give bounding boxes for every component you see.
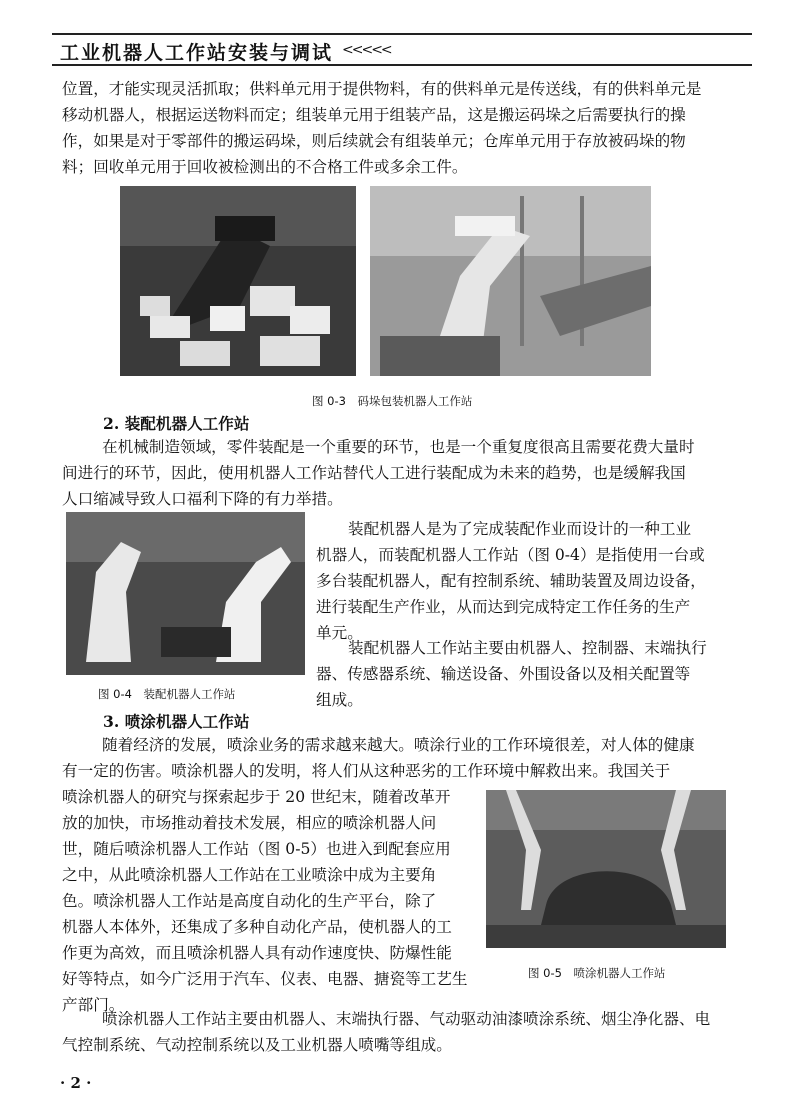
text-line: 多台装配机器人，配有控制系统、辅助装置及周边设备， [316, 572, 706, 590]
text-line: 作更为高效，而且喷涂机器人具有动作速度快、防爆性能 [62, 944, 452, 962]
figure-0-3-caption: 图 0-3 码垛包装机器人工作站 [312, 394, 473, 408]
assembly-robot-photo [66, 512, 305, 675]
text-line: 随着经济的发展，喷涂业务的需求越来越大。喷涂行业的工作环境很差，对人体的健康 [102, 736, 695, 754]
running-header [52, 33, 752, 67]
text-line: 单元。 [316, 624, 363, 642]
header-chevrons-icon: <<<<< [342, 42, 391, 58]
text-line: 气控制系统、气动控制系统以及工业机器人喷嘴等组成。 [62, 1036, 452, 1054]
text-line: 好等特点，如今广泛用于汽车、仪表、电器、搪瓷等工艺生 [62, 970, 468, 988]
text-line: 组成。 [316, 691, 363, 709]
text-line: 料；回收单元用于回收被检测出的不合格工件或多余工件。 [62, 158, 468, 176]
section-2-paragraph-1 [62, 434, 734, 512]
palletizing-robot-photo-left [120, 186, 356, 376]
text-line: 有一定的伤害。喷涂机器人的发明，将人们从这种恶劣的工作环境中解救出来。我国关于 [62, 762, 671, 780]
section-2-paragraph-3 [316, 635, 734, 713]
text-line: 人口缩减导致人口福利下降的有力举措。 [62, 490, 343, 508]
intro-paragraph [62, 76, 734, 180]
figure-0-5-caption: 图 0-5 喷涂机器人工作站 [528, 966, 666, 980]
text-line: 色。喷涂机器人工作站是高度自动化的生产平台，除了 [62, 892, 437, 910]
painting-robot-photo [486, 790, 726, 948]
text-line: 间进行的环节，因此，使用机器人工作站替代人工进行装配成为未来的趋势，也是缓解我国 [62, 464, 686, 482]
text-line: 装配机器人是为了完成装配作业而设计的一种工业 [348, 520, 692, 538]
text-line: 器、传感器系统、输送设备、外围设备以及相关配置等 [316, 665, 691, 683]
text-line: 放的加快，市场推动着技术发展，相应的喷涂机器人问 [62, 814, 437, 832]
text-line: 进行装配生产作业，从而达到完成特定工作任务的生产 [316, 598, 691, 616]
section-3-heading: 3. 喷涂机器人工作站 [103, 712, 250, 731]
section-3-paragraph-1-continued [62, 784, 476, 1018]
text-line: 喷涂机器人工作站主要由机器人、末端执行器、气动驱动油漆喷涂系统、烟尘净化器、电 [102, 1010, 711, 1028]
header-rule-top [52, 33, 752, 35]
text-line: 位置，才能实现灵活抓取；供料单元用于提供物料，有的供料单元是传送线，有的供料单元是 [62, 80, 702, 98]
page-number: · 2 · [60, 1074, 92, 1092]
header-rule-bottom [52, 64, 752, 66]
section-2-paragraph-2 [316, 516, 734, 646]
section-3-paragraph-1 [62, 732, 734, 784]
text-line: 移动机器人，根据运送物料而定；组装单元用于组装产品，这是搬运码垛之后需要执行的操 [62, 106, 686, 124]
text-line: 机器人，而装配机器人工作站（图 0-4）是指使用一台或 [316, 546, 705, 564]
text-line: 在机械制造领域，零件装配是一个重要的环节，也是一个重复度很高且需要花费大量时 [102, 438, 695, 456]
section-3-paragraph-2 [62, 1006, 734, 1058]
text-line: 之中，从此喷涂机器人工作站在工业喷涂中成为主要角 [62, 866, 437, 884]
text-line: 产部门。 [62, 996, 125, 1014]
text-line: 装配机器人工作站主要由机器人、控制器、末端执行 [348, 639, 707, 657]
text-line: 作，如果是对于零部件的搬运码垛，则后续就会有组装单元；仓库单元用于存放被码垛的物 [62, 132, 686, 150]
figure-0-4-caption: 图 0-4 装配机器人工作站 [98, 687, 236, 701]
section-2-heading: 2. 装配机器人工作站 [103, 414, 250, 433]
palletizing-robot-photo-right [370, 186, 651, 376]
text-line: 喷涂机器人的研究与探索起步于 20 世纪末，随着改革开 [62, 788, 451, 806]
text-line: 机器人本体外，还集成了多种自动化产品，使机器人的工 [62, 918, 452, 936]
text-line: 世，随后喷涂机器人工作站（图 0-5）也进入到配套应用 [62, 840, 451, 858]
header-title: 工业机器人工作站安装与调试 [60, 42, 334, 64]
